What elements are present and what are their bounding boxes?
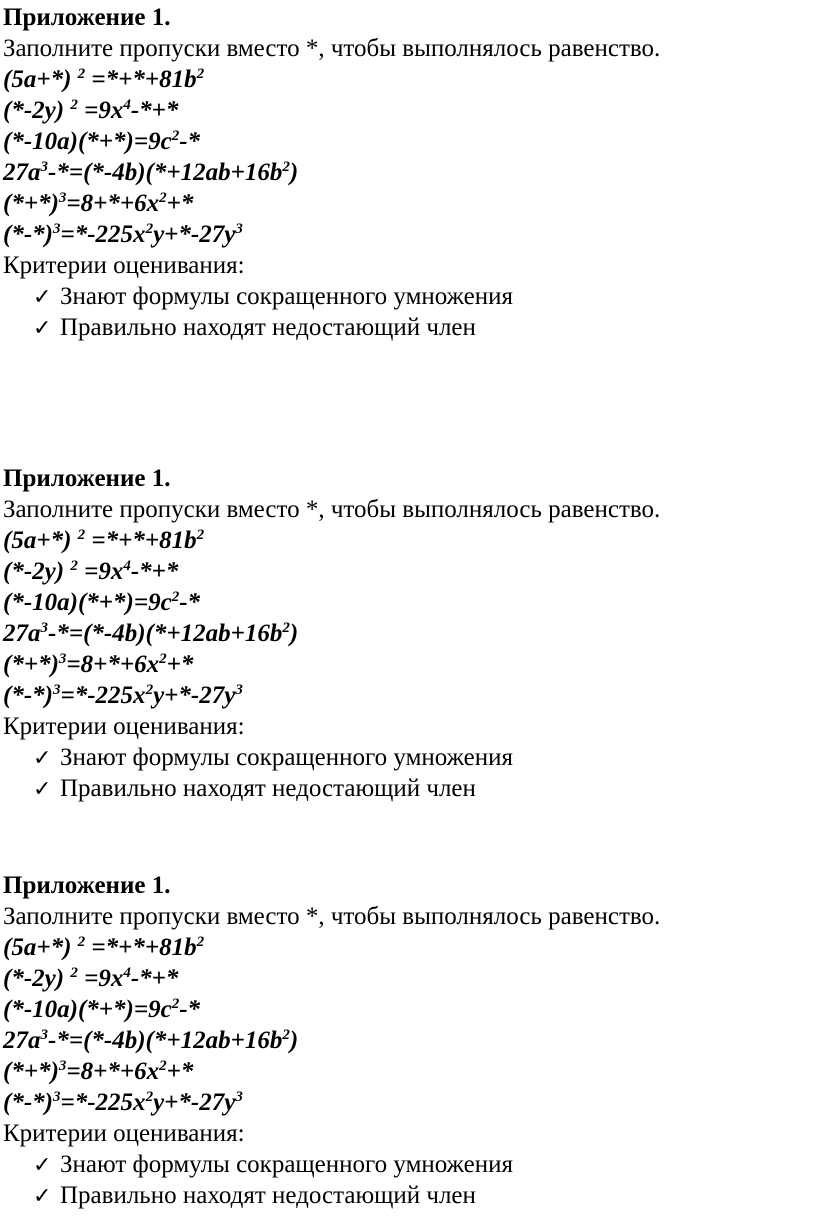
formula-term: 27a [3, 159, 41, 186]
formula-exponent: 2 [70, 558, 78, 574]
criteria-text: Правильно находят недостающий член [60, 314, 476, 341]
formula-term: -*=(*-4b)(*+12ab+16b [48, 620, 283, 647]
formula-exponent: 3 [235, 682, 243, 698]
task-instruction: Заполните пропуски вместо *, чтобы выполнялось равенство. [3, 903, 661, 930]
appendix-block [0, 870, 816, 1211]
formula-term: 27a [3, 620, 41, 647]
task-instruction: Заполните пропуски вместо *, чтобы выполнялось равенство. [3, 35, 661, 62]
formula-term: =*+*+81b [85, 66, 197, 93]
criteria-item [0, 1149, 816, 1180]
formula-term: =*-225x [60, 221, 146, 248]
formula-term: -*=(*-4b)(*+12ab+16b [48, 1027, 283, 1054]
formula-exponent: 2 [70, 97, 78, 113]
criteria-title: Критерии оценивания: [3, 252, 245, 279]
formula-term: (5a+*) [3, 934, 78, 961]
criteria-text: Знают формулы сокращенного умножения [60, 744, 513, 771]
formula-line [0, 126, 816, 157]
formula-line [0, 157, 816, 188]
formula-term: =9x [77, 97, 124, 124]
formula-exponent: 2 [282, 1027, 290, 1043]
formula-exponent: 3 [235, 1089, 243, 1105]
formula-term: =8+*+6x [66, 190, 160, 217]
formula-line [0, 556, 816, 587]
formula-line [0, 618, 816, 649]
formula-term: =9x [77, 558, 124, 585]
formula-exponent: 3 [52, 682, 61, 698]
criteria-title: Критерии оценивания: [3, 713, 245, 740]
appendix-heading: Приложение 1. [3, 872, 171, 899]
criteria-text: Правильно находят недостающий член [60, 775, 476, 802]
formula-line [0, 64, 816, 95]
formula-term: -* [179, 589, 201, 616]
checkmark-icon: ✓ [33, 284, 52, 309]
formula-line [0, 587, 816, 618]
formula-term: (*-2y) [3, 97, 71, 124]
criteria-text: Знают формулы сокращенного умножения [60, 283, 513, 310]
checkmark-icon: ✓ [33, 745, 52, 770]
formula-term: (*-2y) [3, 558, 71, 585]
formula-exponent: 2 [77, 527, 86, 543]
formula-line [0, 649, 816, 680]
formula-term: (*+*) [3, 190, 59, 217]
formula-line [0, 680, 816, 711]
formula-exponent: 2 [145, 682, 154, 698]
formula-line [0, 963, 816, 994]
formula-term: ) [289, 159, 299, 186]
formula-exponent: 2 [171, 128, 180, 144]
formula-line [0, 932, 816, 963]
formula-term: =*+*+81b [85, 527, 197, 554]
formula-exponent: 3 [52, 1089, 61, 1105]
formula-exponent: 2 [196, 934, 205, 950]
formula-exponent: 2 [159, 651, 167, 667]
formula-term: =9x [77, 965, 124, 992]
appendix-heading: Приложение 1. [3, 465, 171, 492]
formula-term: =8+*+6x [66, 1058, 160, 1085]
formula-line [0, 219, 816, 250]
criteria-item [0, 281, 816, 312]
formula-term: -* [179, 128, 201, 155]
formula-exponent: 3 [58, 1058, 67, 1074]
criteria-title: Критерии оценивания: [3, 1120, 245, 1147]
formula-term: (5a+*) [3, 527, 78, 554]
formula-exponent: 4 [123, 558, 131, 574]
formula-term: (*+*) [3, 651, 59, 678]
formula-line [0, 525, 816, 556]
formula-line [0, 188, 816, 219]
formula-line [0, 95, 816, 126]
formula-exponent: 3 [52, 221, 61, 237]
formula-exponent: 2 [77, 66, 86, 82]
criteria-text: Правильно находят недостающий член [60, 1182, 476, 1209]
checkmark-icon: ✓ [33, 315, 52, 340]
formula-term: -*+* [130, 97, 179, 124]
appendix-heading: Приложение 1. [3, 4, 171, 31]
formula-line [0, 1056, 816, 1087]
formula-exponent: 2 [159, 190, 167, 206]
formula-term: -*=(*-4b)(*+12ab+16b [48, 159, 283, 186]
formula-exponent: 3 [40, 620, 48, 636]
formula-exponent: 3 [58, 190, 67, 206]
formula-term: (*-*) [3, 1089, 53, 1116]
formula-exponent: 2 [282, 159, 290, 175]
formula-term: (*-10a)(*+*)=9c [3, 128, 172, 155]
task-instruction: Заполните пропуски вместо *, чтобы выполнялось равенство. [3, 496, 661, 523]
formula-term: =*-225x [60, 1089, 146, 1116]
formula-exponent: 2 [145, 1089, 154, 1105]
formula-exponent: 4 [123, 97, 131, 113]
formula-term: (*-10a)(*+*)=9c [3, 589, 172, 616]
formula-exponent: 3 [40, 159, 48, 175]
formula-term: +* [166, 190, 194, 217]
formula-term: -*+* [130, 558, 179, 585]
formula-term: ) [289, 1027, 299, 1054]
formula-term: (*-2y) [3, 965, 71, 992]
checkmark-icon: ✓ [33, 1183, 52, 1208]
formula-exponent: 2 [282, 620, 290, 636]
formula-line [0, 1087, 816, 1118]
formula-exponent: 2 [70, 965, 78, 981]
formula-term: y+*-27y [153, 221, 236, 248]
formula-term: =*-225x [60, 682, 146, 709]
formula-term: +* [166, 1058, 194, 1085]
criteria-item [0, 1180, 816, 1211]
formula-term: y+*-27y [153, 682, 236, 709]
formula-exponent: 3 [58, 651, 67, 667]
formula-exponent: 2 [145, 221, 154, 237]
formula-term: y+*-27y [153, 1089, 236, 1116]
formula-exponent: 4 [123, 965, 131, 981]
formula-line [0, 994, 816, 1025]
formula-exponent: 2 [171, 589, 180, 605]
formula-exponent: 2 [77, 934, 86, 950]
formula-term: (5a+*) [3, 66, 78, 93]
formula-term: ) [289, 620, 299, 647]
criteria-item [0, 773, 816, 804]
checkmark-icon: ✓ [33, 776, 52, 801]
formula-exponent: 2 [196, 527, 205, 543]
formula-exponent: 2 [159, 1058, 167, 1074]
formula-term: +* [166, 651, 194, 678]
formula-term: (*+*) [3, 1058, 59, 1085]
formula-term: =*+*+81b [85, 934, 197, 961]
appendix-block [0, 2, 816, 343]
formula-term: -*+* [130, 965, 179, 992]
formula-exponent: 3 [40, 1027, 48, 1043]
formula-term: 27a [3, 1027, 41, 1054]
formula-exponent: 2 [196, 66, 205, 82]
criteria-text: Знают формулы сокращенного умножения [60, 1151, 513, 1178]
criteria-item [0, 312, 816, 343]
formula-term: (*-10a)(*+*)=9c [3, 996, 172, 1023]
formula-exponent: 2 [171, 996, 180, 1012]
formula-line [0, 1025, 816, 1056]
formula-term: (*-*) [3, 682, 53, 709]
criteria-item [0, 742, 816, 773]
formula-term: -* [179, 996, 201, 1023]
formula-exponent: 3 [235, 221, 243, 237]
formula-term: =8+*+6x [66, 651, 160, 678]
formula-term: (*-*) [3, 221, 53, 248]
checkmark-icon: ✓ [33, 1152, 52, 1177]
appendix-block [0, 463, 816, 804]
